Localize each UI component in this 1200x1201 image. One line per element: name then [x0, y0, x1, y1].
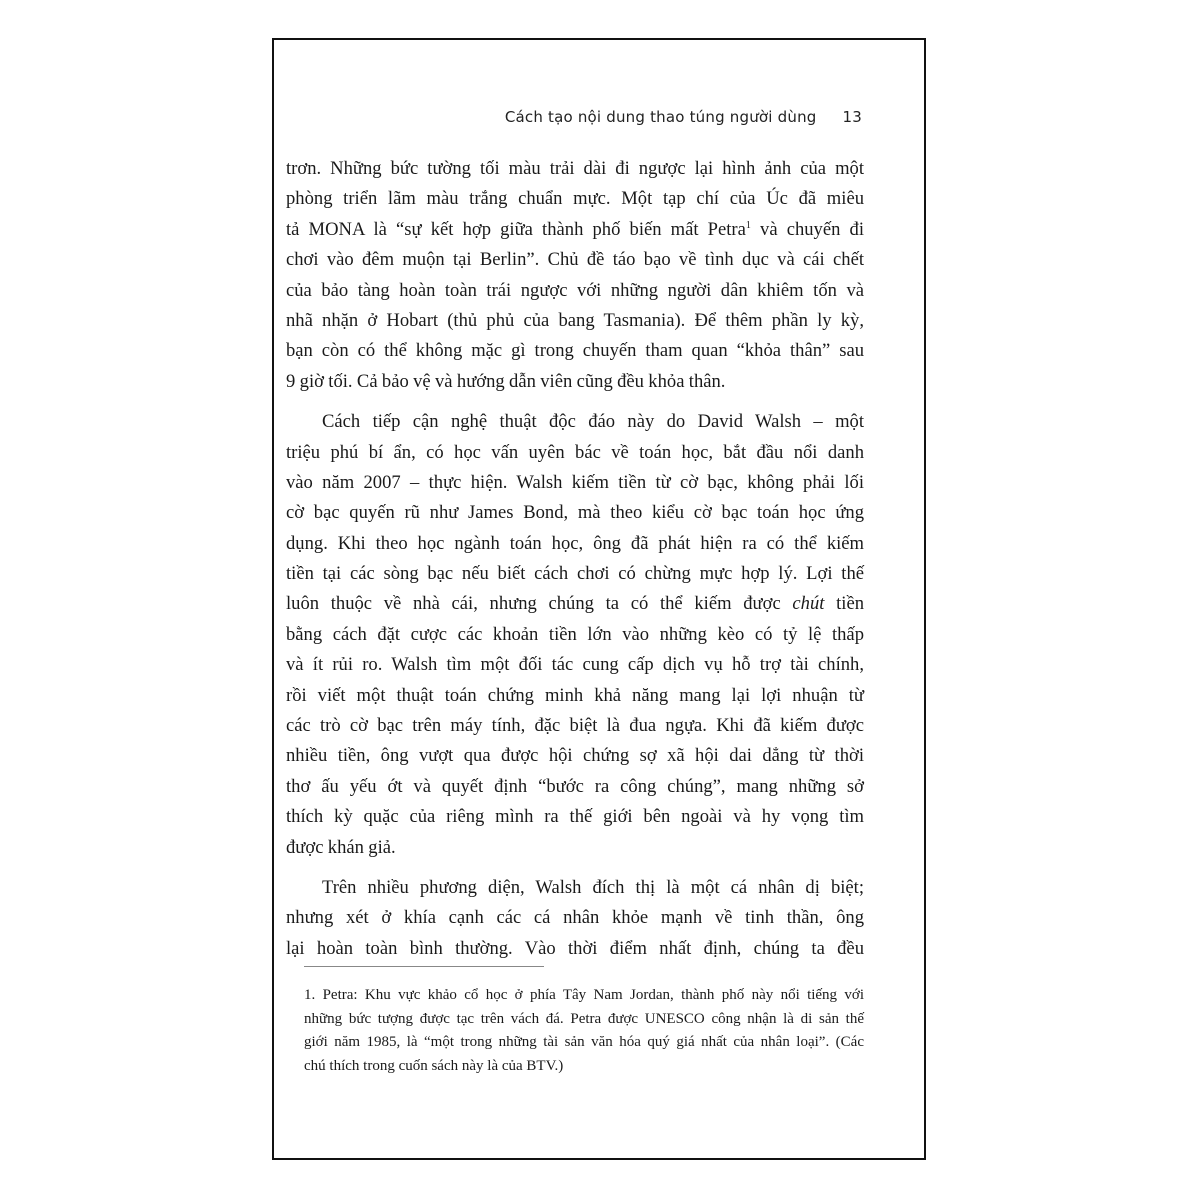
footnote-line: những bức tượng được tạc trên vách đá. Petra được UNESCO công nhận là di sản thế	[304, 1010, 864, 1027]
text-line: 9 giờ tối. Cả bảo vệ và hướng dẫn viên cũng đều khỏa thân.	[286, 370, 726, 392]
footnote-divider	[304, 966, 544, 967]
text-line: chơi vào đêm muộn tại Berlin”. Chủ đề táo bạo về tình dục và cái chết	[286, 249, 864, 271]
book-page	[272, 38, 926, 1160]
text-line: thơ ấu yếu ớt và quyết định “bước ra công chúng”, mang những sở	[286, 775, 864, 797]
text-line: bằng cách đặt cược các khoản tiền lớn vào những kèo có tỷ lệ thấp	[286, 623, 864, 645]
text-line: thích kỳ quặc của riêng mình ra thế giới bên ngoài và hy vọng tìm	[286, 806, 864, 828]
text-line: các trò cờ bạc trên máy tính, đặc biệt là đua ngựa. Khi đã kiếm được	[286, 715, 864, 737]
text-line: rồi viết một thuật toán chứng minh khả năng mang lại lợi nhuận từ	[286, 684, 864, 706]
text-segment: tả MONA là “sự kết hợp giữa thành phố biến mất Petra	[286, 218, 746, 240]
text-line: nhiều tiền, ông vượt qua được hội chứng sợ xã hội dai dẳng từ thời	[286, 745, 864, 767]
text-line: nhưng xét ở khía cạnh các cá nhân khỏe mạnh về tinh thần, ông	[286, 907, 864, 929]
text-line	[286, 589, 864, 619]
text-line: dụng. Khi theo học ngành toán học, ông đã phát hiện ra có thể kiếm	[286, 532, 864, 554]
paragraph-1	[286, 154, 864, 397]
text-line: phòng triển lãm màu trắng chuẩn mực. Một tạp chí của Úc đã miêu	[286, 188, 864, 210]
text-line: trơn. Những bức tường tối màu trải dài đi ngược lại hình ảnh của một	[286, 158, 864, 179]
page-number: 13	[842, 108, 862, 126]
running-head	[274, 108, 862, 126]
paragraph-2	[286, 407, 864, 863]
text-line: triệu phú bí ẩn, có học vấn uyên bác về toán học, bắt đầu nổi danh	[286, 441, 864, 463]
text-line	[286, 215, 864, 245]
text-line: cờ bạc quyến rũ như James Bond, mà theo kiểu cờ bạc toán học ứng	[286, 502, 864, 524]
footnote	[304, 984, 864, 1078]
text-line: của bảo tàng hoàn toàn trái ngược với những người dân khiêm tốn và	[286, 279, 864, 301]
running-head-title: Cách tạo nội dung thao túng người dùng	[504, 108, 817, 126]
text-line: Cách tiếp cận nghệ thuật độc đáo này do David Walsh – một	[322, 411, 864, 433]
text-line: tiền tại các sòng bạc nếu biết cách chơi có chừng mực hợp lý. Lợi thế	[286, 563, 864, 585]
text-line: bạn còn có thể không mặc gì trong chuyến tham quan “khỏa thân” sau	[286, 340, 864, 362]
text-line: vào năm 2007 – thực hiện. Walsh kiếm tiền từ cờ bạc, không phải lối	[286, 471, 864, 493]
text-segment: và chuyến đi	[750, 218, 864, 240]
paragraph-3	[286, 873, 864, 964]
text-line: và ít rủi ro. Walsh tìm một đối tác cung cấp dịch vụ hỗ trợ tài chính,	[286, 654, 864, 676]
text-line: Trên nhiều phương diện, Walsh đích thị là một cá nhân dị biệt;	[322, 876, 864, 898]
body-text	[286, 154, 864, 974]
footnote-line: giới năm 1985, là “một trong những tài sản văn hóa quý giá nhất của nhân loại”. (Các	[304, 1034, 864, 1050]
footnote-line: chú thích trong cuốn sách này là của BTV.)	[304, 1057, 564, 1074]
text-line: nhã nhặn ở Hobart (thủ phủ của bang Tasmania). Để thêm phần ly kỳ,	[286, 309, 864, 331]
text-segment: tiền	[824, 593, 864, 615]
italic-word: chút	[792, 593, 825, 615]
text-line: lại hoàn toàn bình thường. Vào thời điểm nhất định, chúng ta đều	[286, 937, 864, 959]
text-segment: luôn thuộc về nhà cái, nhưng chúng ta có thể kiếm được	[286, 593, 781, 615]
footnote-marker[interactable]: 1	[745, 219, 751, 231]
footnote-line: 1. Petra: Khu vực khảo cổ học ở phía Tây Nam Jordan, thành phố này nổi tiếng với	[304, 987, 864, 1003]
text-line: được khán giả.	[286, 836, 396, 858]
